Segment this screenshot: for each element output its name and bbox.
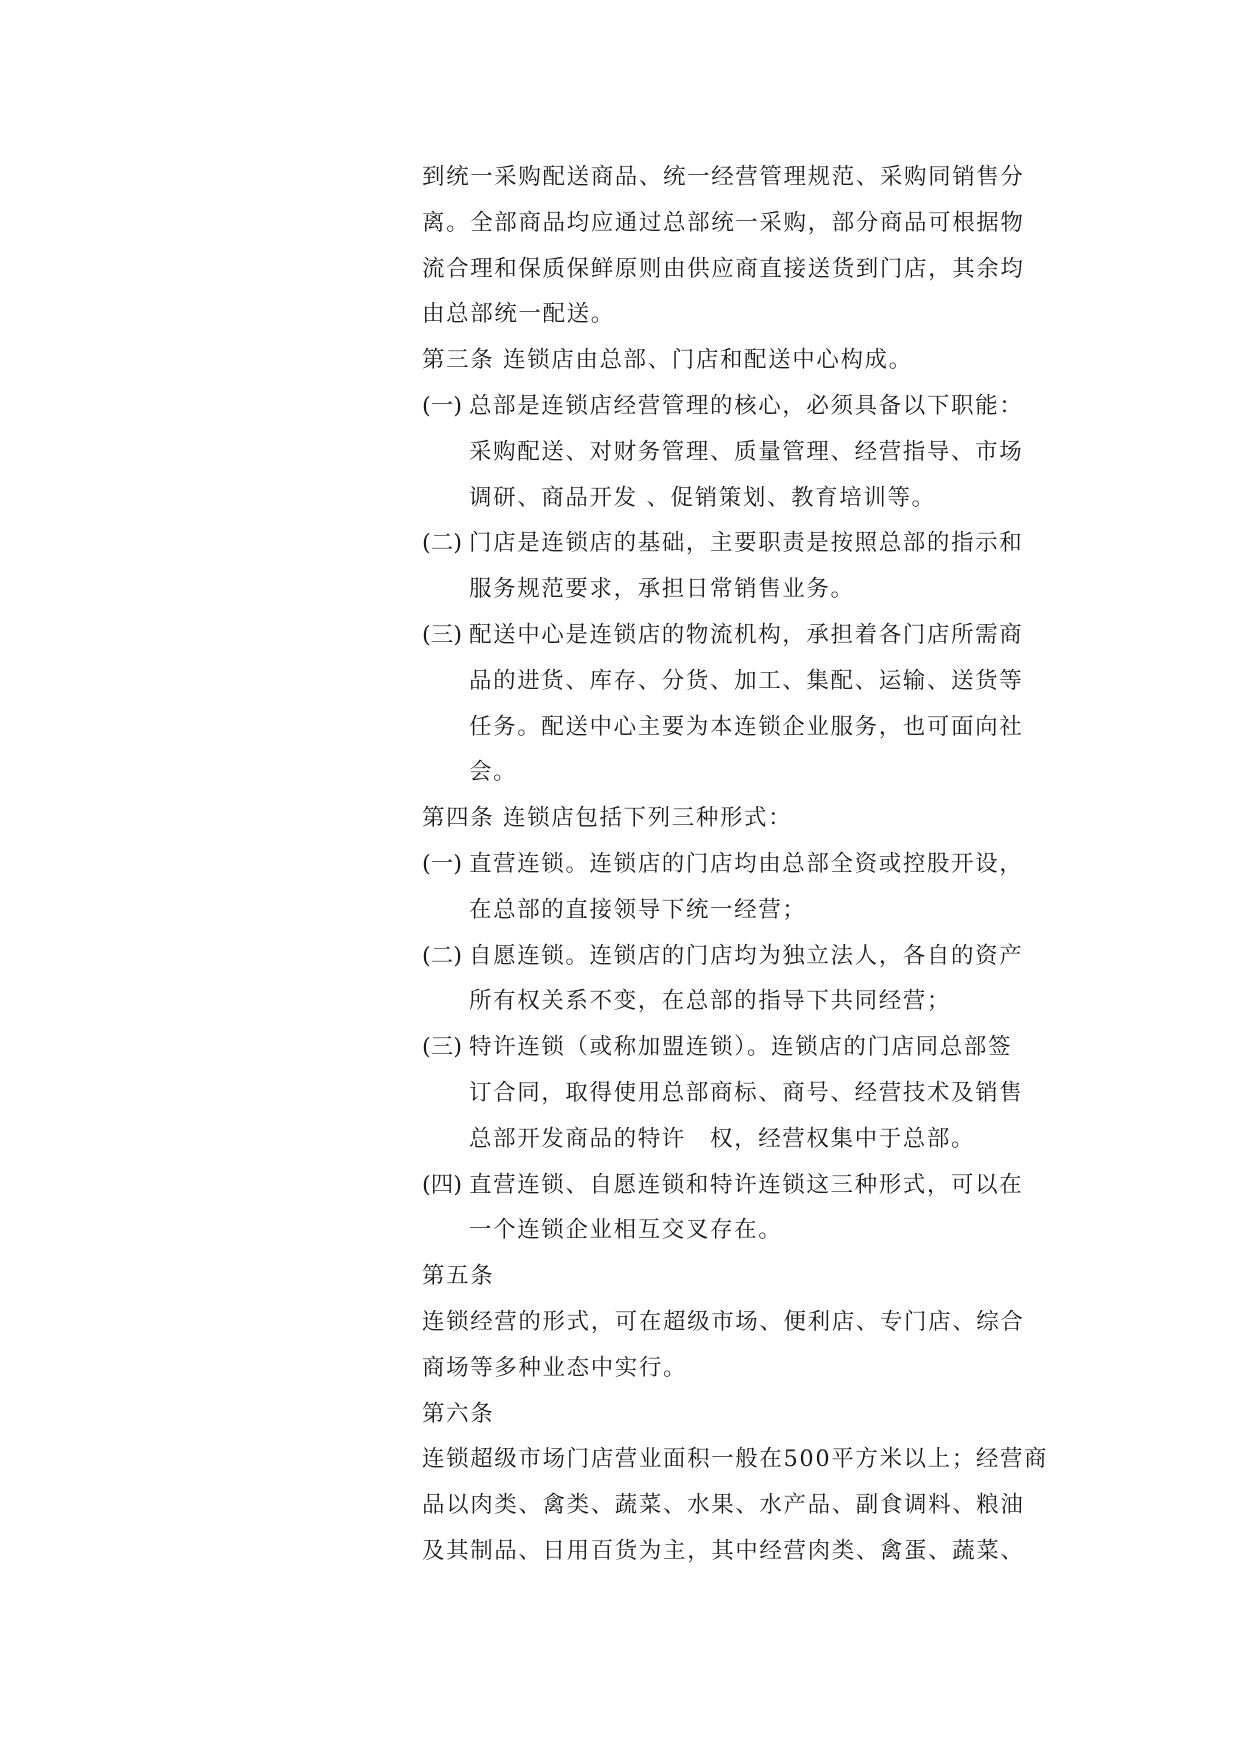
continuation-line: 采购配送、对财务管理、质量管理、经营指导、市场 [469, 438, 1024, 465]
continuation-line: 所有权关系不变，在总部的指导下共同经营； [469, 988, 952, 1015]
continuation-line: 总部开发商品的特许 权，经营权集中于总部。 [469, 1125, 976, 1152]
continuation-line: 服务规范要求，承担日常销售业务。 [469, 576, 855, 603]
text-line: 品以肉类、禽类、蔬菜、水果、水产品、副食调料、粮油 [422, 1492, 1025, 1519]
list-item-text: 配送中心是连锁店的物流机构，承担着各门店所需商 [469, 621, 1024, 648]
text-line: 连锁经营的形式，可在超级市场、便利店、专门店、综合 [422, 1308, 1025, 1335]
list-item [422, 1163, 1042, 1209]
list-item-marker: (二) [422, 942, 463, 969]
text-line: 离。全部商品均应通过总部统一采购，部分商品可根据物 [422, 209, 1025, 236]
text-line: 第五条 [422, 1263, 495, 1290]
list-item-text: 特许连锁（或称加盟连锁）。连锁店的门店同总部签 [469, 1034, 1013, 1061]
text-line: 第三条 连锁店由总部、门店和配送中心构成。 [422, 347, 913, 374]
text-line: 第六条 [422, 1400, 495, 1427]
list-item-marker: (一) [422, 392, 463, 419]
continuation-line: 一个连锁企业相互交叉存在。 [469, 1217, 783, 1244]
text-line: 由总部统一配送。 [422, 301, 615, 328]
text-line: 流合理和保质保鲜原则由供应商直接送货到门店，其余均 [422, 255, 1025, 282]
list-item [422, 521, 1042, 567]
continuation-line: 品的进货、库存、分货、加工、集配、运输、送货等 [469, 667, 1024, 694]
text-line: 连锁超级市场门店营业面积一般在500平方米以上；经营商 [422, 1446, 1049, 1473]
list-item-text: 总部是连锁店经营管理的核心，必须具备以下职能： [469, 392, 1024, 419]
document-body [422, 155, 1049, 1575]
list-item-marker: (三) [422, 1034, 463, 1061]
list-item [422, 384, 1042, 430]
list-item-text: 自愿连锁。连锁店的门店均为独立法人，各自的资产 [469, 942, 1024, 969]
list-item-marker: (三) [422, 621, 463, 648]
text-line: 商场等多种业态中实行。 [422, 1354, 688, 1381]
list-item-text: 门店是连锁店的基础，主要职责是按照总部的指示和 [469, 530, 1024, 557]
list-item-text: 直营连锁、自愿连锁和特许连锁这三种形式，可以在 [469, 1171, 1024, 1198]
list-item [422, 613, 1042, 659]
continuation-line: 订合同，取得使用总部商标、商号、经营技术及销售 [469, 1079, 1024, 1106]
text-line: 到统一采购配送商品、统一经营管理规范、采购同销售分 [422, 164, 1025, 190]
list-item [422, 934, 1042, 980]
list-item [422, 842, 1042, 888]
continuation-line: 任务。配送中心主要为本连锁企业服务，也可面向社 [469, 713, 1024, 740]
list-item-marker: (一) [422, 850, 463, 877]
list-item-marker: (四) [422, 1171, 463, 1198]
continuation-line: 会。 [469, 759, 518, 786]
text-line: 第四条 连锁店包括下列三种形式： [422, 805, 793, 832]
continuation-line: 调研、商品开发 、促销策划、教育培训等。 [469, 484, 936, 511]
continuation-line: 在总部的直接领导下统一经营； [469, 896, 807, 923]
list-item-marker: (二) [422, 530, 463, 557]
list-item-text: 直营连锁。连锁店的门店均由总部全资或控股开设， [469, 850, 1024, 877]
list-item [422, 1025, 1042, 1071]
text-line: 及其制品、日用百货为主，其中经营肉类、禽蛋、蔬菜、 [422, 1537, 1025, 1564]
